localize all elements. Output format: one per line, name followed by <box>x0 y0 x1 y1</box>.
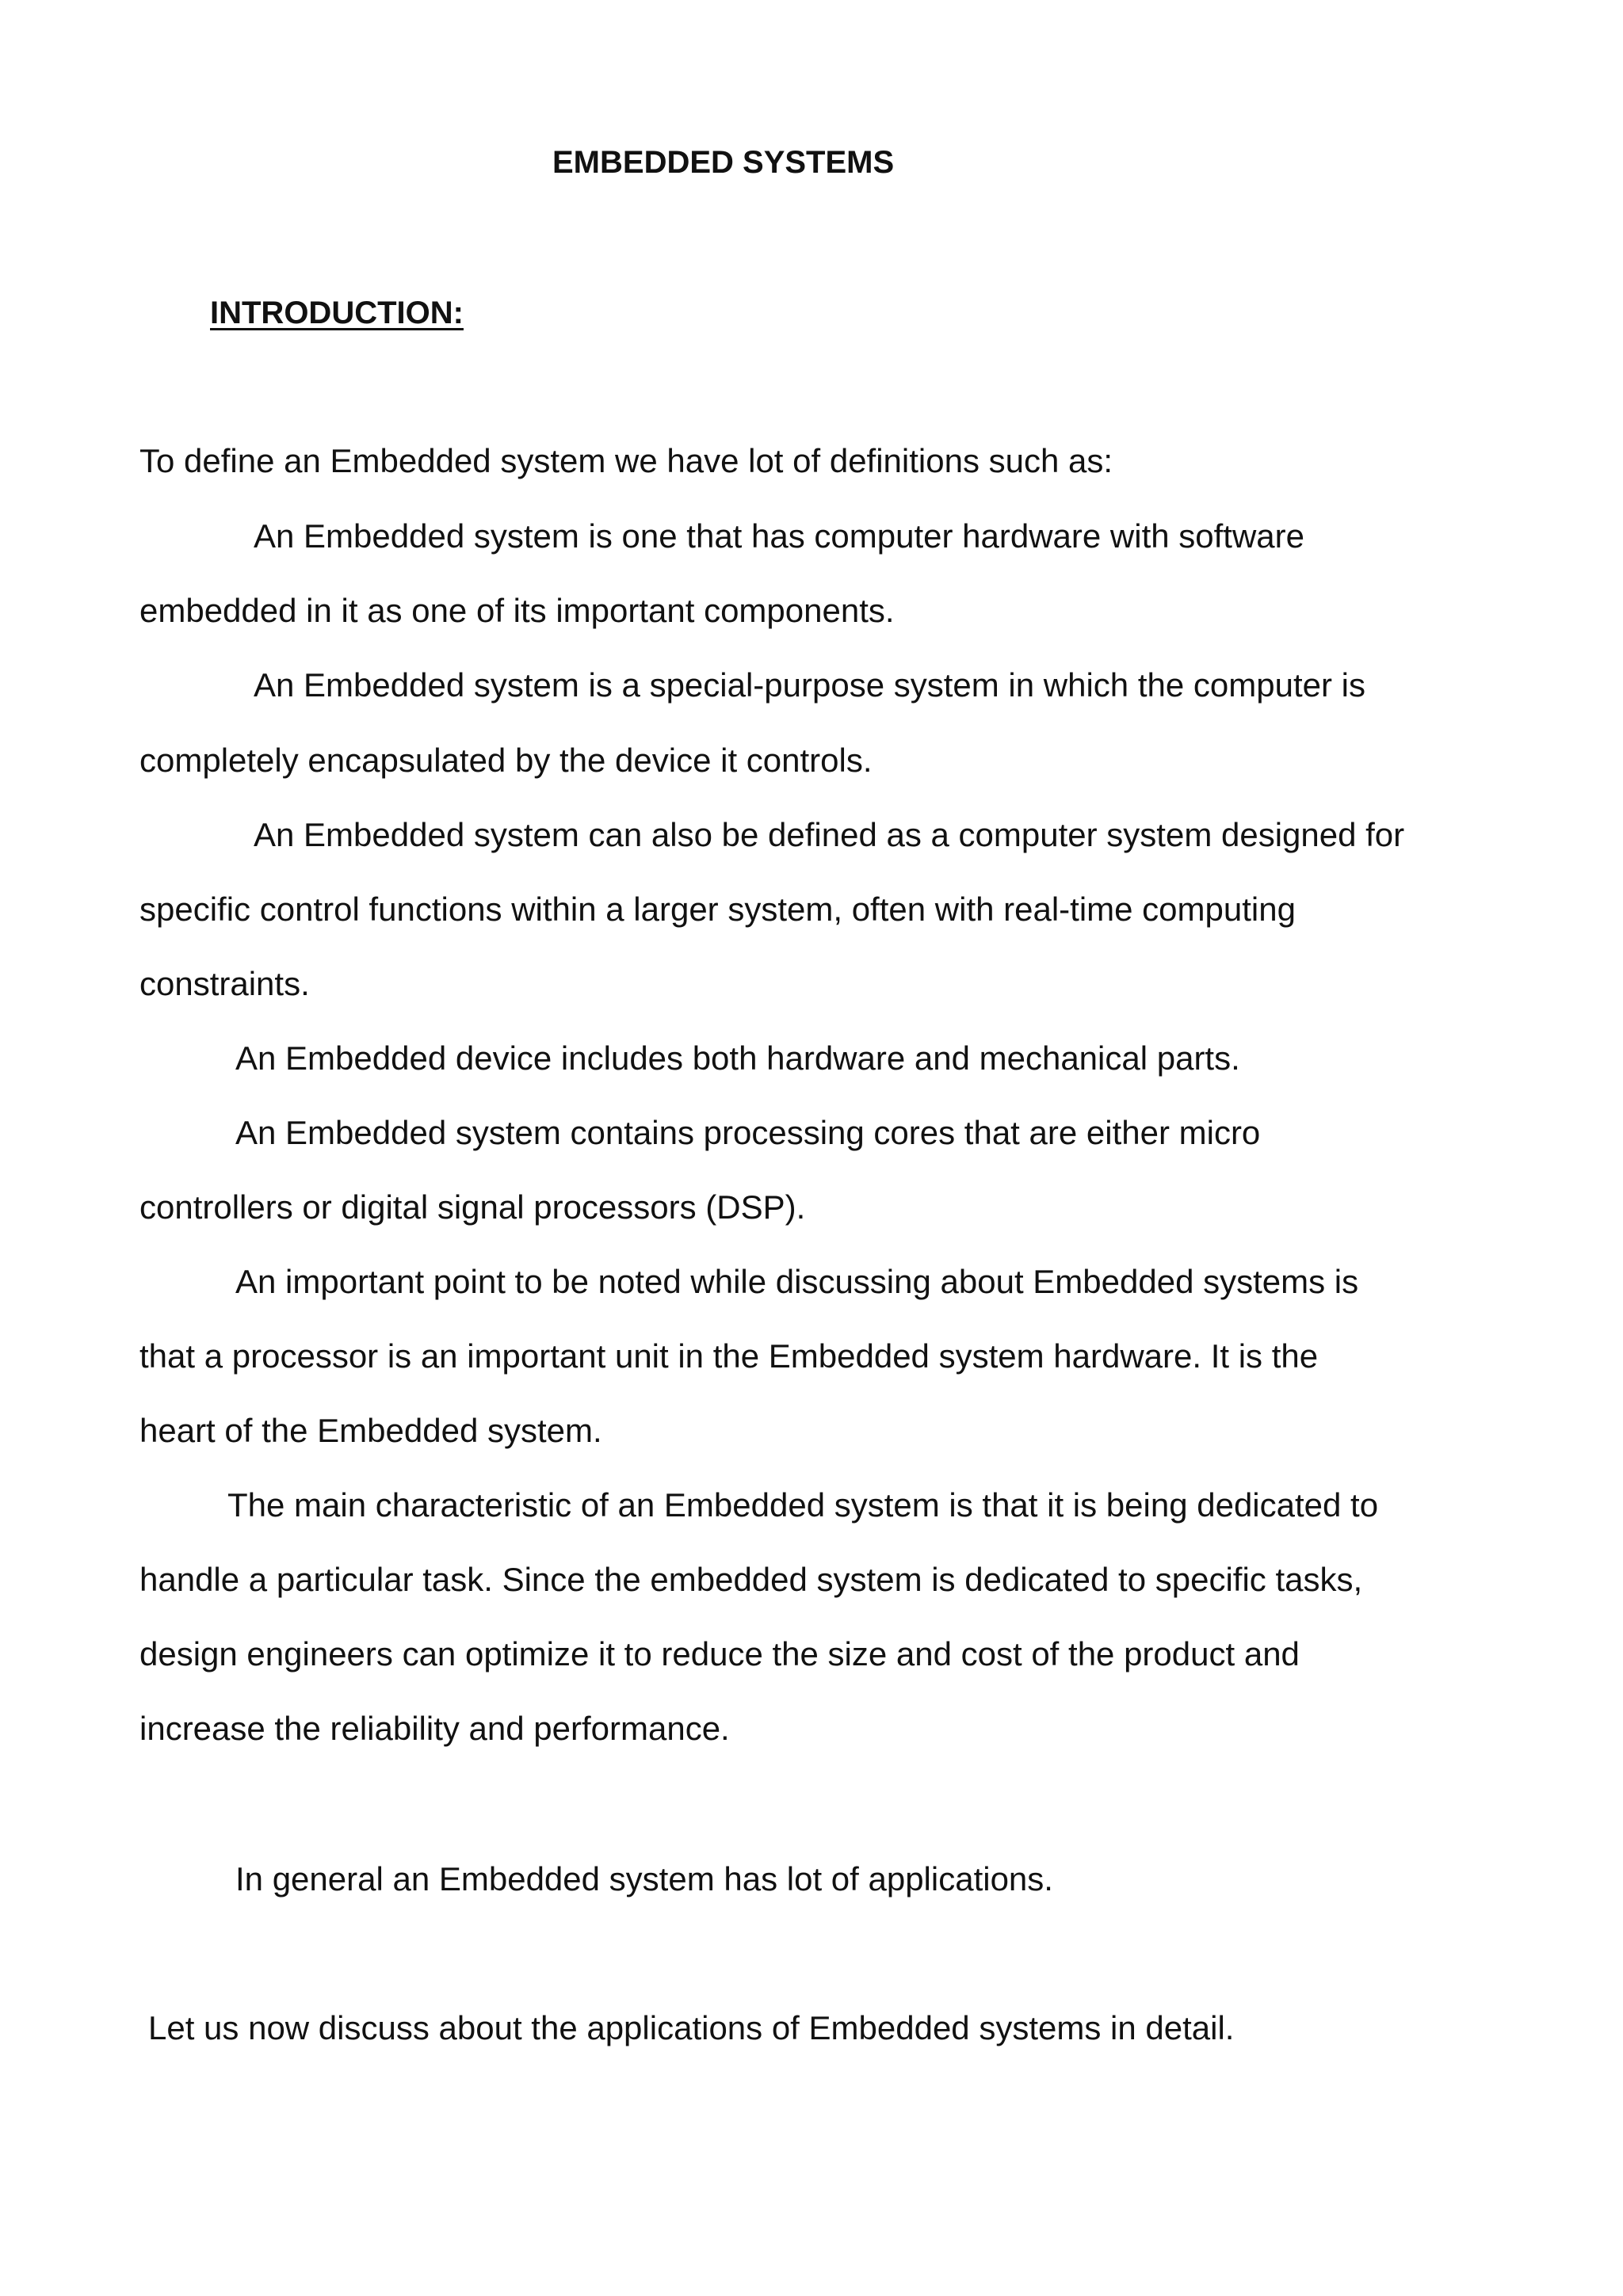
body-text-line: An Embedded system is one that has computer hardware with software <box>254 517 1304 555</box>
body-text-line: embedded in it as one of its important components. <box>139 592 895 629</box>
section-heading-introduction: INTRODUCTION: <box>210 296 464 330</box>
body-text-line: handle a particular task. Since the embedded system is dedicated to specific tasks, <box>139 1561 1363 1598</box>
body-text-line: completely encapsulated by the device it controls. <box>139 742 873 779</box>
body-text-line: The main characteristic of an Embedded system is that it is being dedicated to <box>227 1486 1379 1524</box>
body-text-line: specific control functions within a larger system, often with real-time computing <box>139 891 1296 928</box>
body-text-line: that a processor is an important unit in the Embedded system hardware. It is the <box>139 1337 1319 1375</box>
body-text-line: heart of the Embedded system. <box>139 1412 602 1449</box>
body-text-line: Let us now discuss about the applications of Embedded systems in detail. <box>148 2009 1235 2046</box>
body-text-line: To define an Embedded system we have lot of definitions such as: <box>139 442 1113 479</box>
body-text-line: increase the reliability and performance. <box>139 1710 730 1747</box>
body-text-line: design engineers can optimize it to reduce the size and cost of the product and <box>139 1635 1300 1672</box>
body-text-line: An Embedded system contains processing cores that are either micro <box>235 1114 1261 1151</box>
body-text-line: An Embedded device includes both hardware and mechanical parts. <box>235 1039 1240 1077</box>
document-title: EMBEDDED SYSTEMS <box>552 145 895 180</box>
body-text-line: In general an Embedded system has lot of applications. <box>235 1860 1053 1897</box>
body-text-line: An Embedded system is a special-purpose system in which the computer is <box>254 666 1365 704</box>
body-text-line: controllers or digital signal processors (DSP). <box>139 1188 806 1226</box>
body-text-line: An Embedded system can also be defined as a computer system designed for <box>254 816 1405 853</box>
body-text-line: An important point to be noted while discussing about Embedded systems is <box>235 1263 1359 1300</box>
body-text-line: constraints. <box>139 965 310 1002</box>
